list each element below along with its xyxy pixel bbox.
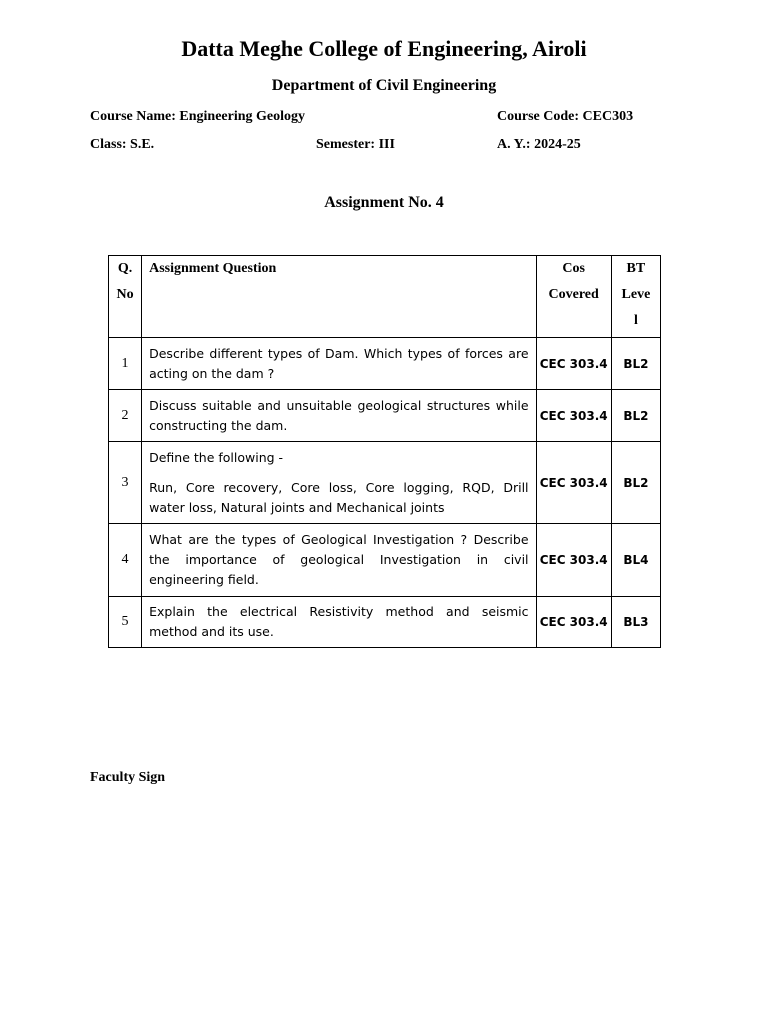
row-co: CEC 303.4 [536, 524, 611, 597]
row-bt-level: BL4 [611, 524, 660, 597]
course-code: Course Code: CEC303 [497, 109, 634, 124]
row-question: What are the types of Geological Investigation ? Describe the importance of geological Investigation in civil engineering field. [142, 524, 536, 597]
table-row [109, 442, 661, 524]
row-co: CEC 303.4 [536, 442, 611, 524]
row-question: Discuss suitable and unsuitable geological structures while constructing the dam. [142, 390, 536, 442]
row-number: 5 [109, 597, 142, 648]
header-bt-line3: l [633, 313, 638, 328]
row-co: CEC 303.4 [536, 597, 611, 648]
header-bt [611, 256, 660, 338]
row-number: 1 [109, 338, 142, 390]
academic-year: A. Y.: 2024-25 [497, 137, 581, 152]
header-cos-line1: Cos [562, 261, 585, 276]
table-row [109, 338, 661, 390]
row-number: 3 [109, 442, 142, 524]
header-qno [109, 256, 142, 338]
table-row [109, 524, 661, 597]
row-question-line2: Run, Core recovery, Core loss, Core logging, RQD, Drill water loss, Natural joints and Mechanical joints [149, 479, 529, 515]
header-qno-line2: No [116, 287, 134, 302]
class-label: Class: S.E. [90, 137, 155, 152]
header-qno-line1: Q. [117, 261, 133, 276]
row-bt-level: BL2 [611, 442, 660, 524]
row-question: Describe different types of Dam. Which types of forces are acting on the dam ? [142, 338, 536, 390]
header-question: Assignment Question [142, 256, 536, 338]
header-cos [536, 256, 611, 338]
faculty-sign-label: Faculty Sign [90, 770, 166, 785]
assignment-table [108, 255, 661, 648]
department-name: Department of Civil Engineering [271, 77, 497, 94]
table-row [109, 390, 661, 442]
header-bt-line1: BT [626, 261, 646, 276]
course-name: Course Name: Engineering Geology [90, 109, 306, 124]
row-co: CEC 303.4 [536, 338, 611, 390]
row-bt-level: BL2 [611, 338, 660, 390]
header-bt-line2: Leve [621, 287, 651, 302]
header-cos-line2: Covered [548, 287, 599, 302]
row-bt-level: BL3 [611, 597, 660, 648]
row-co: CEC 303.4 [536, 390, 611, 442]
semester-label: Semester: III [316, 137, 395, 152]
row-number: 2 [109, 390, 142, 442]
row-number: 4 [109, 524, 142, 597]
college-name: Datta Meghe College of Engineering, Airoli [181, 36, 587, 61]
assignment-title: Assignment No. 4 [324, 194, 444, 211]
row-question: Explain the electrical Resistivity method and seismic method and its use. [142, 597, 536, 648]
table-header-row [109, 256, 661, 338]
table-row [109, 597, 661, 648]
row-question-line1: Define the following - [149, 449, 284, 465]
row-question [142, 442, 536, 524]
row-bt-level: BL2 [611, 390, 660, 442]
